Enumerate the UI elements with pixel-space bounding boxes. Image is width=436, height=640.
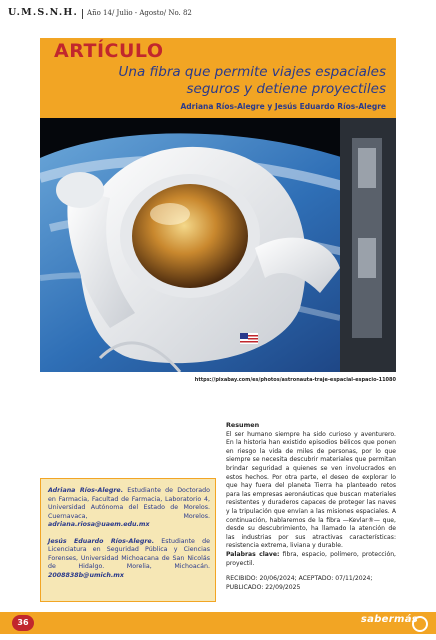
author-1-affiliation: Estudiante de Doctorado en Farmacia, Facultad de Farmacia, Laboratorio 4, Universidad Autónoma del Estado de Morelos. Cuernavaca, Morelos. [48,487,210,520]
author-info-box [40,478,216,602]
abstract-heading: Resumen [226,421,260,429]
section-label: ARTÍCULO [54,40,164,62]
logo-ring-icon [412,616,428,632]
astronaut-photo [40,118,396,372]
abstract-body: El ser humano siempre ha sido curioso y aventurero. En la historia han existido episodios bélicos que ponen en riesgo la vida de miles de personas, por lo que siempre se necesita descubrir materiales que permitan brindar seguridad a quienes se ven involucrados en estos hechos. Por otra parte, el deseo de explorar lo que hay fuera del planeta Tierra ha planteado retos para las empresas aeronáuticas que buscan materiales resistentes y duraderos capaces de proteger las naves y la tripulación que envían a las misiones espaciales. A continuación, hablaremos de la fibra —Kevlar®— que, desde su descubrimiento, ha llamado la atención de las industrias por sus atractivas características: resistencia extrema, liviana y durable. [226,430,396,550]
keywords-list: fibra, espacio, polímero, protección, proyectil. [226,550,396,567]
publication-dates: RECIBIDO: 20/06/2024; ACEPTADO: 07/11/2024; PUBLICADO: 22/09/2025 [226,575,373,591]
article-title-line-2: seguros y detiene proyectiles [186,81,386,97]
author-2-affiliation: Estudiante de Licenciatura en Seguridad Pública y Ciencias Forenses, Universidad Michoacana de San Nicolás de Hidalgo. Morelia, Michoacán. [48,537,210,570]
keywords [226,551,396,568]
author-1-name: Adriana Ríos-Alegre. [48,487,124,494]
article-authors: Adriana Ríos-Alegre y Jesús Eduardo Ríos-Alegre [180,102,386,111]
magazine-logo: sabermás [360,614,418,625]
author-1-bio [48,487,210,530]
issue-info: Año 14/ Julio - Agosto/ No. 82 [87,9,192,17]
journal-header [8,7,192,21]
page-footer [0,612,436,640]
abstract-column [226,421,396,592]
author-2-name: Jesús Eduardo Ríos-Alegre. [48,537,155,545]
keywords-label: Palabras clave: [226,550,280,558]
article-title-line-1: Una fibra que permite viajes espaciales [118,64,386,80]
author-1-email[interactable]: adriana.riosa@uaem.edu.mx [48,521,150,528]
institution-name: U.M.S.N.H. [8,7,79,18]
author-2-bio [48,538,210,581]
header-divider [82,9,83,19]
image-credit: https://pixabay.com/es/photos/astronauta-traje-espacial-espacio-11080 [194,377,396,383]
title-banner [40,38,396,118]
author-2-email[interactable]: 2008838b@umich.mx [48,571,124,579]
page-number: 36 [12,615,34,631]
